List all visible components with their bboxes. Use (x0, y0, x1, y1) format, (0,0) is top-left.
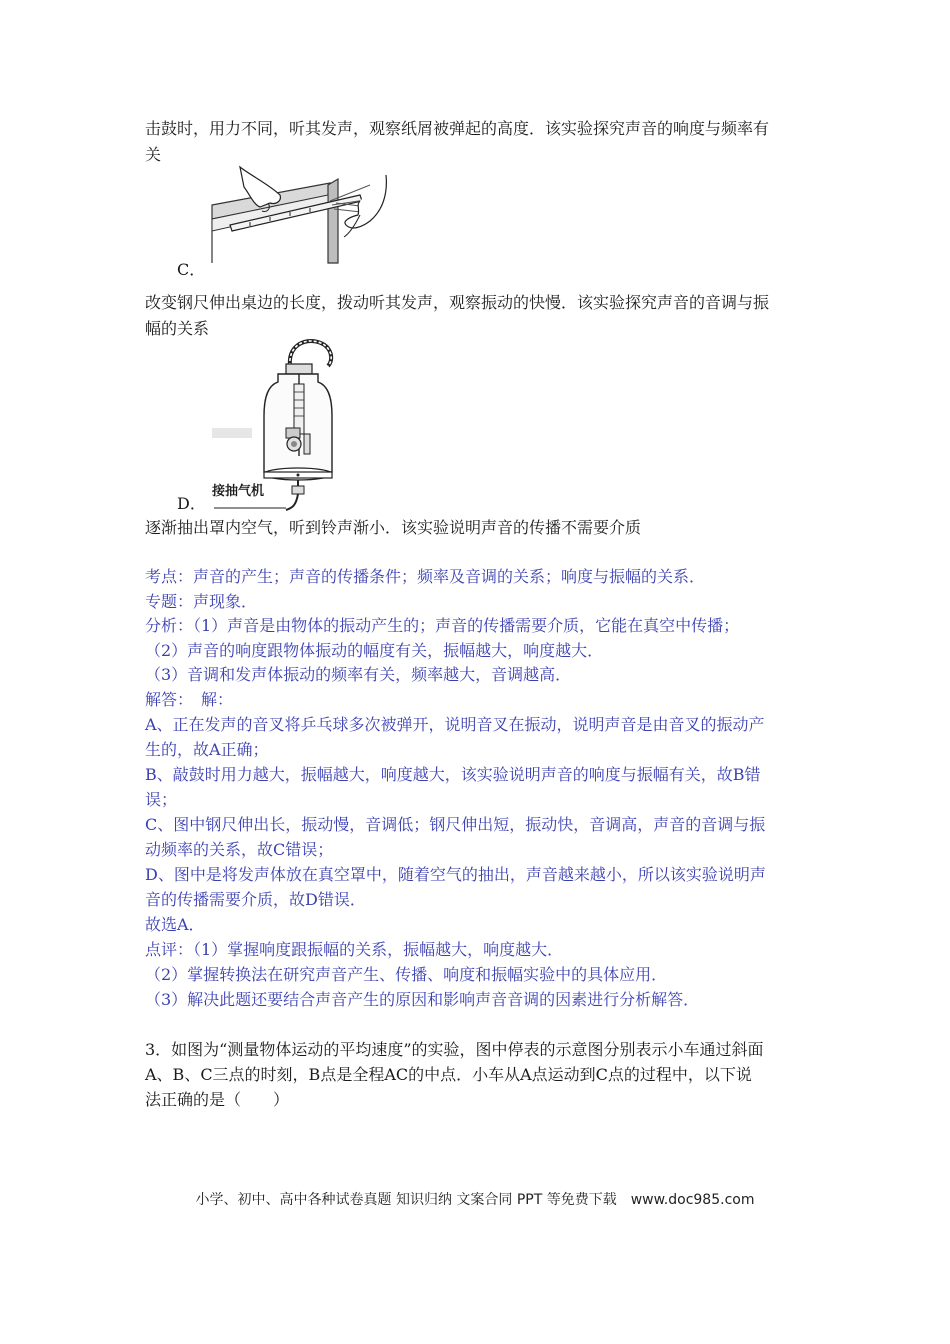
answer-b-line1: B、敲鼓时用力越大，振幅越大，响度越大，该实验说明声音的响度与振幅有关，故B错 (145, 765, 761, 784)
zhuanti-line: 专题：声现象． (145, 592, 258, 611)
option-d-text-line1: 逐渐抽出罩内空气，听到铃声渐小．该实验说明声音的传播不需要介质 (145, 518, 642, 537)
question3-line3: 法正确的是（ ） (145, 1090, 290, 1109)
option-b-text-line1: 击鼓时，用力不同，听其发声，观察纸屑被弹起的高度．该实验探究声音的响度与频率有 (145, 119, 770, 138)
fenxi-line2: （2）声音的响度跟物体振动的幅度有关，振幅越大，响度越大． (145, 641, 604, 660)
question3-line1: 3．如图为“测量物体运动的平均速度”的实验，图中停表的示意图分别表示小车通过斜面 (145, 1040, 764, 1059)
fenxi-line3: （3）音调和发声体振动的频率有关，频率越大，音调越高． (145, 665, 572, 684)
answer-a-line1: A、正在发声的音叉将乒乓球多次被弹开，说明音叉在振动，说明声音是由音叉的振动产 (145, 715, 765, 734)
answer-d-line1: D、图中是将发声体放在真空罩中，随着空气的抽出，声音越来越小，所以该实验说明声 (145, 865, 766, 884)
kaodian-line: 考点：声音的产生；声音的传播条件；频率及音调的关系；响度与振幅的关系． (145, 567, 706, 586)
page-footer: 小学、初中、高中各种试卷真题 知识归纳 文案合同 PPT 等免费下载 www.doc985.com (195, 1192, 755, 1208)
question3-line2: A、B、C三点的时刻，B点是全程AC的中点．小车从A点运动到C点的过程中，以下说 (145, 1065, 752, 1084)
option-d-label: D． (177, 494, 206, 513)
fenxi-line1: 分析：（1）声音是由物体的振动产生的；声音的传播需要介质，它能在真空中传播； (145, 616, 740, 635)
answer-a-line2: 生的，故A正确； (145, 740, 269, 759)
answer-b-line2: 误； (145, 790, 178, 809)
pump-caption: 接抽气机 (212, 484, 265, 499)
dianping-line1: 点评：（1）掌握响度跟振幅的关系，振幅越大，响度越大． (145, 940, 564, 959)
dianping-line3: （3）解决此题还要结合声音产生的原因和影响声音音调的因素进行分析解答． (145, 990, 700, 1009)
answer-d-line2: 音的传播需要介质，故D错误． (145, 890, 366, 909)
final-answer-line: 故选A． (145, 915, 205, 934)
steel-ruler-figure (210, 165, 392, 265)
answer-c-line2: 动频率的关系，故C错误； (145, 840, 334, 859)
jieda-line: 解答： 解： (145, 690, 234, 709)
answer-c-line1: C、图中钢尺伸出长，振动慢，音调低；钢尺伸出短，振动快，音调高，声音的音调与振 (145, 815, 766, 834)
dianping-line2: （2）掌握转换法在研究声音产生、传播、响度和振幅实验中的具体应用． (145, 965, 668, 984)
option-c-label: C． (177, 260, 206, 279)
option-c-text-line1: 改变钢尺伸出桌边的长度，拨动听其发声，观察振动的快慢．该实验探究声音的音调与振 (145, 293, 770, 312)
option-b-text-line2: 关 (145, 145, 162, 164)
option-c-text-line2: 幅的关系 (145, 319, 210, 338)
